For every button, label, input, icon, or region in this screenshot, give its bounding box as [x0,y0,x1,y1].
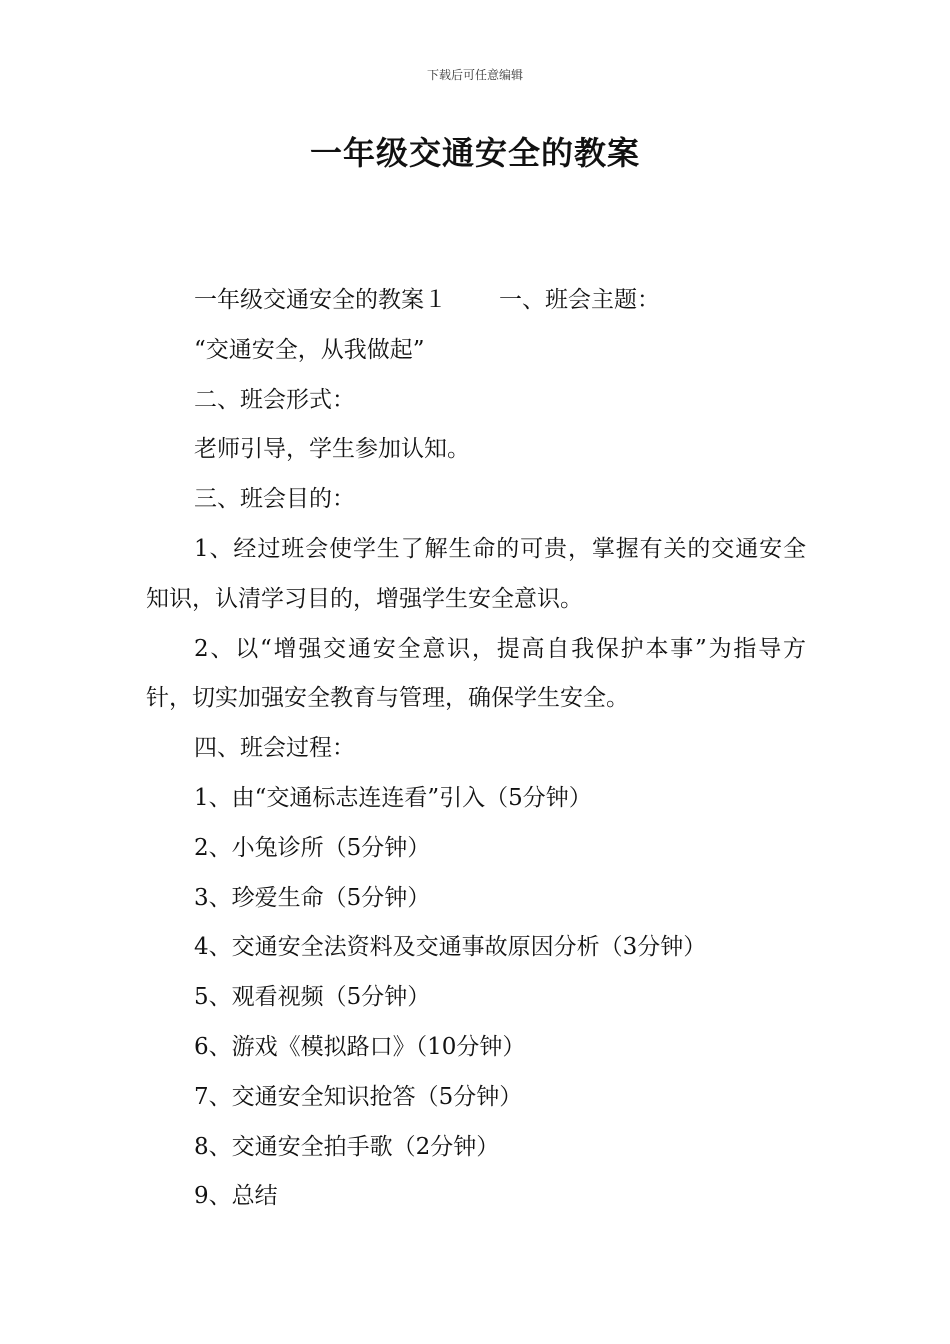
process-item-9: 9、总结 [194,1183,278,1210]
lesson-label: 一年级交通安全的教案１ [194,287,447,313]
process-item-1: 1、由“交通标志连连看”引入（5分钟） [194,784,592,811]
header-note: 下载后可任意编辑 [426,68,523,82]
form-text: 老师引导，学生参加认知。 [194,436,470,463]
theme-text: “交通安全，从我做起” [194,336,425,363]
process-item-4: 4、交通安全法资料及交通事故原因分析（3分钟） [194,934,707,961]
process-item-7: 7、交通安全知识抢答（5分钟） [194,1083,523,1110]
process-item-3: 3、珍爱生命（5分钟） [194,884,431,911]
lesson-intro-line [146,276,806,326]
section-heading-goals: 三、班会目的： [194,486,355,513]
process-item-5: 5、观看视频（5分钟） [194,984,431,1011]
section-heading-theme: 一、班会主题： [499,287,660,313]
document-title: 一年级交通安全的教案 [309,134,640,172]
document-body [146,276,806,1222]
process-item-8: 8、交通安全拍手歌（2分钟） [194,1133,500,1160]
goal-item-1: 1、经过班会使学生了解生命的可贵，掌握有关的交通安全知识，认清学习目的，增强学生安全意识。 [146,535,806,612]
process-item-6: 6、游戏《模拟路口》（10分钟） [194,1033,526,1060]
process-item-2: 2、小兔诊所（5分钟） [194,834,431,861]
goal-item-2: 2、以“增强交通安全意识，提高自我保护本事”为指导方针，切实加强安全教育与管理，确保学生安全。 [146,635,806,712]
section-heading-form: 二、班会形式： [194,386,355,413]
section-heading-process: 四、班会过程： [194,735,355,762]
